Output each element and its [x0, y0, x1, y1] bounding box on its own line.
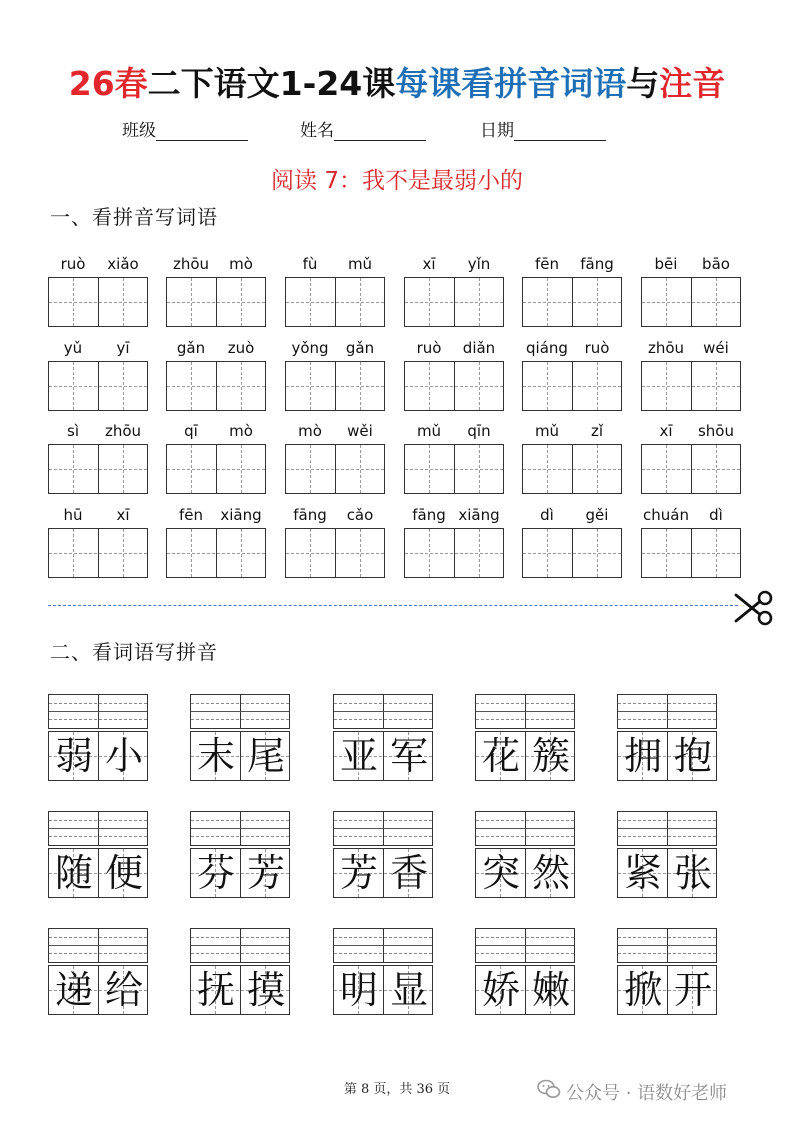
- pinyin-syllable: zuò: [227, 339, 255, 357]
- character-grid: [333, 731, 433, 781]
- writing-grid[interactable]: [404, 277, 504, 327]
- writing-grid[interactable]: [522, 528, 622, 578]
- pinyin-syllable: mò: [298, 422, 322, 440]
- scissors-icon: [732, 588, 776, 628]
- hanzi-character: 掀: [623, 968, 662, 1012]
- pinyin-syllable: yī: [116, 339, 130, 357]
- writing-grid[interactable]: [48, 528, 148, 578]
- writing-grid[interactable]: [285, 528, 385, 578]
- word-item: [333, 811, 433, 929]
- pinyin-syllable: yǔ: [63, 339, 83, 357]
- pinyin-syllable: mǔ: [416, 422, 442, 440]
- writing-grid[interactable]: [48, 444, 148, 494]
- class-blank: [156, 122, 248, 141]
- word-item: [190, 928, 290, 1046]
- pinyin-writing-lines[interactable]: [48, 694, 148, 729]
- pinyin-writing-lines[interactable]: [475, 928, 575, 963]
- writing-grid[interactable]: [166, 361, 266, 411]
- writing-grid[interactable]: [48, 361, 148, 411]
- pinyin-syllable: xī: [659, 422, 673, 440]
- pinyin-syllable: xiāng: [458, 506, 500, 524]
- character-grid: [475, 731, 575, 781]
- character-grid: [617, 731, 717, 781]
- pinyin-syllable: cǎo: [346, 506, 374, 524]
- title-part: 二下语文1-24课: [147, 64, 396, 103]
- writing-grid[interactable]: [48, 277, 148, 327]
- pinyin-syllable: wěi: [347, 422, 373, 440]
- character-grid: [190, 848, 290, 898]
- hanzi-character: 芬: [196, 851, 235, 895]
- pinyin-syllable: zhōu: [647, 339, 685, 357]
- date-blank: [514, 122, 606, 141]
- character-grid: [617, 965, 717, 1015]
- word-item: [190, 811, 290, 929]
- pinyin-syllable: fēn: [534, 255, 560, 273]
- word-item: [617, 811, 717, 929]
- pinyin-syllable: diǎn: [462, 339, 496, 357]
- date-label: 日期: [480, 121, 514, 141]
- page-number: 第 8 页，共 36 页: [343, 1082, 451, 1097]
- hanzi-character: 随: [54, 851, 93, 895]
- character-grid: [617, 848, 717, 898]
- hanzi-character: 芳: [339, 851, 378, 895]
- pinyin-syllable: fēn: [178, 506, 204, 524]
- pinyin-syllable: qī: [184, 422, 198, 440]
- hanzi-character: 张: [673, 851, 712, 895]
- hanzi-character: 芳: [246, 851, 285, 895]
- section2-title: 二、看词语写拼音: [50, 640, 218, 664]
- writing-grid[interactable]: [641, 277, 741, 327]
- hanzi-character: 军: [389, 734, 428, 778]
- pinyin-syllable: gǎn: [345, 339, 375, 357]
- writing-grid[interactable]: [404, 528, 504, 578]
- writing-grid[interactable]: [404, 361, 504, 411]
- character-grid: [475, 848, 575, 898]
- hanzi-character: 拥: [623, 734, 662, 778]
- character-grid: [333, 965, 433, 1015]
- pinyin-syllable: fù: [302, 255, 318, 273]
- pinyin-syllable: shōu: [697, 422, 734, 440]
- pinyin-writing-lines[interactable]: [617, 694, 717, 729]
- writing-grid[interactable]: [641, 444, 741, 494]
- word-item: [333, 694, 433, 812]
- class-field: [122, 116, 248, 141]
- pinyin-syllable: ruò: [584, 339, 610, 357]
- writing-grid[interactable]: [285, 361, 385, 411]
- character-grid: [48, 965, 148, 1015]
- hanzi-character: 末: [196, 734, 235, 778]
- pinyin-syllable: mǔ: [534, 422, 560, 440]
- title-part: 注音: [659, 64, 726, 103]
- pinyin-syllable: mò: [229, 255, 253, 273]
- wechat-icon: [537, 1078, 561, 1100]
- word-item: [333, 928, 433, 1046]
- word-item: [617, 928, 717, 1046]
- date-field: [480, 116, 606, 141]
- pinyin-writing-lines[interactable]: [190, 928, 290, 963]
- pinyin-writing-lines[interactable]: [190, 694, 290, 729]
- hanzi-character: 递: [54, 968, 93, 1012]
- title-part: 26春: [68, 64, 148, 103]
- pinyin-syllable: bēi: [654, 255, 678, 273]
- pinyin-syllable: qīn: [467, 422, 491, 440]
- pinyin-syllable: bāo: [702, 255, 730, 273]
- word-item: [475, 928, 575, 1046]
- writing-grid[interactable]: [166, 528, 266, 578]
- pinyin-writing-lines[interactable]: [333, 694, 433, 729]
- pinyin-syllable: sì: [67, 422, 79, 440]
- pinyin-syllable: xī: [422, 255, 436, 273]
- pinyin-syllable: zhōu: [104, 422, 142, 440]
- name-label: 姓名: [300, 121, 334, 141]
- word-item: [190, 694, 290, 812]
- character-grid: [475, 965, 575, 1015]
- hanzi-character: 花: [481, 734, 520, 778]
- character-grid: [48, 731, 148, 781]
- hanzi-character: 抚: [196, 968, 235, 1012]
- hanzi-character: 簇: [531, 734, 570, 778]
- pinyin-writing-lines[interactable]: [48, 811, 148, 846]
- pinyin-syllable: fāng: [293, 506, 327, 524]
- hanzi-character: 香: [389, 851, 428, 895]
- pinyin-writing-lines[interactable]: [475, 811, 575, 846]
- pinyin-syllable: yǒng: [291, 339, 329, 357]
- pinyin-writing-lines[interactable]: [333, 811, 433, 846]
- hanzi-character: 娇: [481, 968, 520, 1012]
- hanzi-character: 显: [389, 968, 428, 1012]
- word-item: [48, 694, 148, 812]
- word-item: [48, 928, 148, 1046]
- hanzi-character: 抱: [673, 734, 712, 778]
- writing-grid[interactable]: [522, 361, 622, 411]
- title-part: 每课看拼音词语: [395, 64, 627, 103]
- pinyin-syllable: fāng: [580, 255, 614, 273]
- writing-grid[interactable]: [166, 444, 266, 494]
- pinyin-syllable: gěi: [585, 506, 609, 524]
- hanzi-character: 弱: [54, 734, 93, 778]
- pinyin-syllable: qiáng: [526, 339, 568, 357]
- pinyin-writing-lines[interactable]: [617, 811, 717, 846]
- writing-grid[interactable]: [404, 444, 504, 494]
- hanzi-character: 便: [104, 851, 143, 895]
- pinyin-writing-lines[interactable]: [475, 694, 575, 729]
- writing-grid[interactable]: [641, 361, 741, 411]
- pinyin-writing-lines[interactable]: [48, 928, 148, 963]
- worksheet-title: [0, 58, 794, 105]
- pinyin-syllable: dì: [540, 506, 554, 524]
- class-label: 班级: [122, 121, 156, 141]
- writing-grid[interactable]: [522, 444, 622, 494]
- pinyin-syllable: ruò: [416, 339, 442, 357]
- pinyin-syllable: chuán: [643, 506, 689, 524]
- character-grid: [190, 965, 290, 1015]
- section1-title: 一、看拼音写词语: [50, 205, 218, 229]
- pinyin-syllable: xī: [116, 506, 130, 524]
- pinyin-syllable: dì: [709, 506, 723, 524]
- hanzi-character: 突: [481, 851, 520, 895]
- lesson-title: 阅读 7：我不是最弱小的: [271, 168, 523, 194]
- pinyin-syllable: yǐn: [467, 255, 491, 273]
- word-item: [617, 694, 717, 812]
- writing-grid[interactable]: [285, 444, 385, 494]
- watermark-text: 公众号 · 语数好老师: [566, 1083, 728, 1104]
- writing-grid[interactable]: [166, 277, 266, 327]
- character-grid: [190, 731, 290, 781]
- pinyin-syllable: fāng: [412, 506, 446, 524]
- character-grid: [48, 848, 148, 898]
- title-part: 与: [626, 64, 660, 103]
- word-item: [475, 694, 575, 812]
- pinyin-syllable: zǐ: [590, 422, 604, 440]
- pinyin-writing-lines[interactable]: [190, 811, 290, 846]
- pinyin-syllable: xiǎo: [107, 255, 139, 273]
- hanzi-character: 明: [339, 968, 378, 1012]
- hanzi-character: 给: [104, 968, 143, 1012]
- cut-line: [48, 605, 738, 606]
- name-blank: [334, 122, 426, 141]
- pinyin-syllable: gǎn: [176, 339, 206, 357]
- hanzi-character: 紧: [623, 851, 662, 895]
- pinyin-syllable: ruò: [60, 255, 86, 273]
- pinyin-syllable: xiāng: [220, 506, 262, 524]
- character-grid: [333, 848, 433, 898]
- hanzi-character: 小: [104, 734, 143, 778]
- hanzi-character: 亚: [339, 734, 378, 778]
- hanzi-character: 嫩: [531, 968, 570, 1012]
- name-field: [300, 116, 426, 141]
- writing-grid[interactable]: [641, 528, 741, 578]
- hanzi-character: 摸: [246, 968, 285, 1012]
- writing-grid[interactable]: [285, 277, 385, 327]
- pinyin-syllable: hū: [63, 506, 83, 524]
- word-item: [48, 811, 148, 929]
- pinyin-syllable: wéi: [703, 339, 729, 357]
- hanzi-character: 尾: [246, 734, 285, 778]
- hanzi-character: 开: [673, 968, 712, 1012]
- word-item: [475, 811, 575, 929]
- pinyin-writing-lines[interactable]: [617, 928, 717, 963]
- pinyin-syllable: mǔ: [347, 255, 373, 273]
- hanzi-character: 然: [531, 851, 570, 895]
- writing-grid[interactable]: [522, 277, 622, 327]
- pinyin-writing-lines[interactable]: [333, 928, 433, 963]
- pinyin-syllable: mò: [229, 422, 253, 440]
- pinyin-syllable: zhōu: [172, 255, 210, 273]
